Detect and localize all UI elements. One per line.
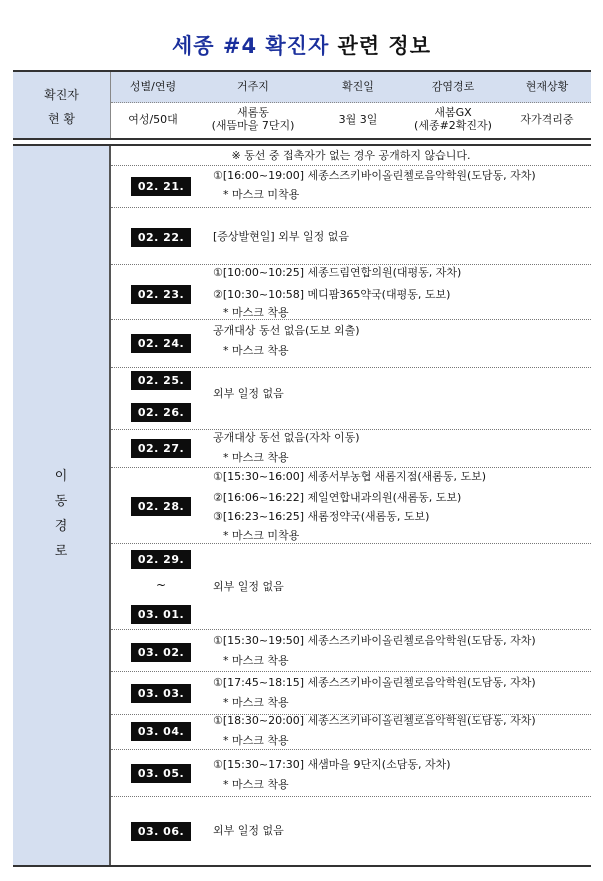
route-detail: ①[16:00~19:00] 세종스즈키바이올린첼로음악학원(도담동, 자차)	[213, 169, 536, 182]
route-detail: 외부 일정 없음	[213, 824, 284, 837]
route-notice: ※ 동선 중 접촉자가 없는 경우 공개하지 않습니다.	[111, 146, 591, 166]
row-separator	[111, 749, 591, 750]
route-side-char: 경	[54, 519, 68, 534]
info-side-header	[13, 72, 111, 138]
date-label: 03. 01.	[131, 605, 191, 624]
route-side-label	[13, 464, 109, 564]
date-label: 02. 29.	[131, 550, 191, 569]
date-label: 02. 28.	[131, 497, 191, 516]
row-separator	[111, 264, 591, 265]
route-detail: 공개대상 동선 없음(자차 이동)	[213, 431, 360, 444]
date-label: 02. 26.	[131, 403, 191, 422]
route-detail: ①[15:30~17:30] 새샘마을 9단지(소담동, 자차)	[213, 758, 451, 771]
header-infection-route: 감염경로	[431, 80, 475, 93]
mask-note: * 마스크 미착용	[223, 188, 300, 201]
value-status: 자가격리중	[520, 113, 574, 126]
date-label: 02. 22.	[131, 228, 191, 247]
date-label: 02. 23.	[131, 285, 191, 304]
row-separator	[111, 467, 591, 468]
date-label: 03. 02.	[131, 643, 191, 662]
info-side-line1: 확진자	[44, 88, 79, 102]
route-detail: ②[16:06~16:22] 제일연합내과의원(새롬동, 도보)	[213, 491, 462, 504]
mask-note: * 마스크 착용	[223, 306, 289, 319]
value-residence-2: (새뜸마을 7단지)	[211, 119, 295, 132]
route-detail: [증상발현일] 외부 일정 없음	[213, 230, 349, 243]
header-status: 현재상황	[525, 80, 569, 93]
value-route-1: 새봄GX	[434, 106, 472, 119]
mask-note: * 마스크 착용	[223, 778, 289, 791]
value-route-2: (세종#2확진자)	[414, 119, 492, 132]
row-separator	[111, 796, 591, 797]
page-title	[0, 30, 603, 60]
row-separator	[111, 319, 591, 320]
mask-note: * 마스크 착용	[223, 696, 289, 709]
row-separator	[111, 671, 591, 672]
date-label: 03. 03.	[131, 684, 191, 703]
route-detail: ①[18:30~20:00] 세종스즈키바이올린첼로음악학원(도담동, 자차)	[213, 714, 536, 727]
title-rest: 관련 정보	[337, 34, 432, 58]
row-separator	[111, 429, 591, 430]
patient-info-table	[13, 70, 591, 140]
route-detail: ①[10:00~10:25] 세종드림연합의원(대평동, 자차)	[213, 266, 462, 279]
mask-note: * 마스크 착용	[223, 654, 289, 667]
row-separator	[111, 207, 591, 208]
date-label: 03. 06.	[131, 822, 191, 841]
value-gender-age: 여성/50대	[128, 113, 178, 126]
date-label: 02. 24.	[131, 334, 191, 353]
value-residence-1: 새롬동	[237, 106, 269, 119]
route-detail: 외부 일정 없음	[213, 580, 284, 593]
date-label: 03. 04.	[131, 722, 191, 741]
row-separator	[111, 629, 591, 630]
value-confirm-date: 3월 3일	[338, 113, 378, 126]
route-detail: ③[16:23~16:25] 새롬정약국(새롬동, 도보)	[213, 510, 430, 523]
header-confirm-date: 확진일	[342, 80, 374, 93]
mask-note: * 마스크 착용	[223, 451, 289, 464]
header-residence: 거주지	[237, 80, 269, 93]
movement-route-table	[13, 144, 591, 867]
route-side-header	[13, 146, 111, 865]
info-side-line2: 현 황	[48, 112, 75, 126]
date-label: 02. 27.	[131, 439, 191, 458]
date-label: 02. 25.	[131, 371, 191, 390]
row-separator	[111, 367, 591, 368]
date-range-tilde: ~	[155, 578, 167, 592]
mask-note: * 마스크 착용	[223, 344, 289, 357]
title-main: 세종 #4 확진자	[171, 34, 330, 58]
route-detail: 공개대상 동선 없음(도보 외출)	[213, 324, 360, 337]
header-gender-age: 성별/연령	[129, 80, 177, 93]
route-side-char: 로	[54, 544, 68, 559]
date-label: 02. 21.	[131, 177, 191, 196]
date-label: 03. 05.	[131, 764, 191, 783]
route-detail: ①[15:30~19:50] 세종스즈키바이올린첼로음악학원(도담동, 자차)	[213, 634, 536, 647]
mask-note: * 마스크 미착용	[223, 529, 300, 542]
route-side-char: 이	[54, 469, 68, 484]
row-separator	[111, 543, 591, 544]
route-detail: ①[17:45~18:15] 세종스즈키바이올린첼로음악학원(도담동, 자차)	[213, 676, 536, 689]
route-detail: ②[10:30~10:58] 메디팜365약국(대평동, 도보)	[213, 288, 451, 301]
route-side-char: 동	[54, 494, 68, 509]
route-detail: ①[15:30~16:00] 세종서부농협 새롬지점(새롬동, 도보)	[213, 470, 487, 483]
route-detail: 외부 일정 없음	[213, 387, 284, 400]
mask-note: * 마스크 착용	[223, 734, 289, 747]
